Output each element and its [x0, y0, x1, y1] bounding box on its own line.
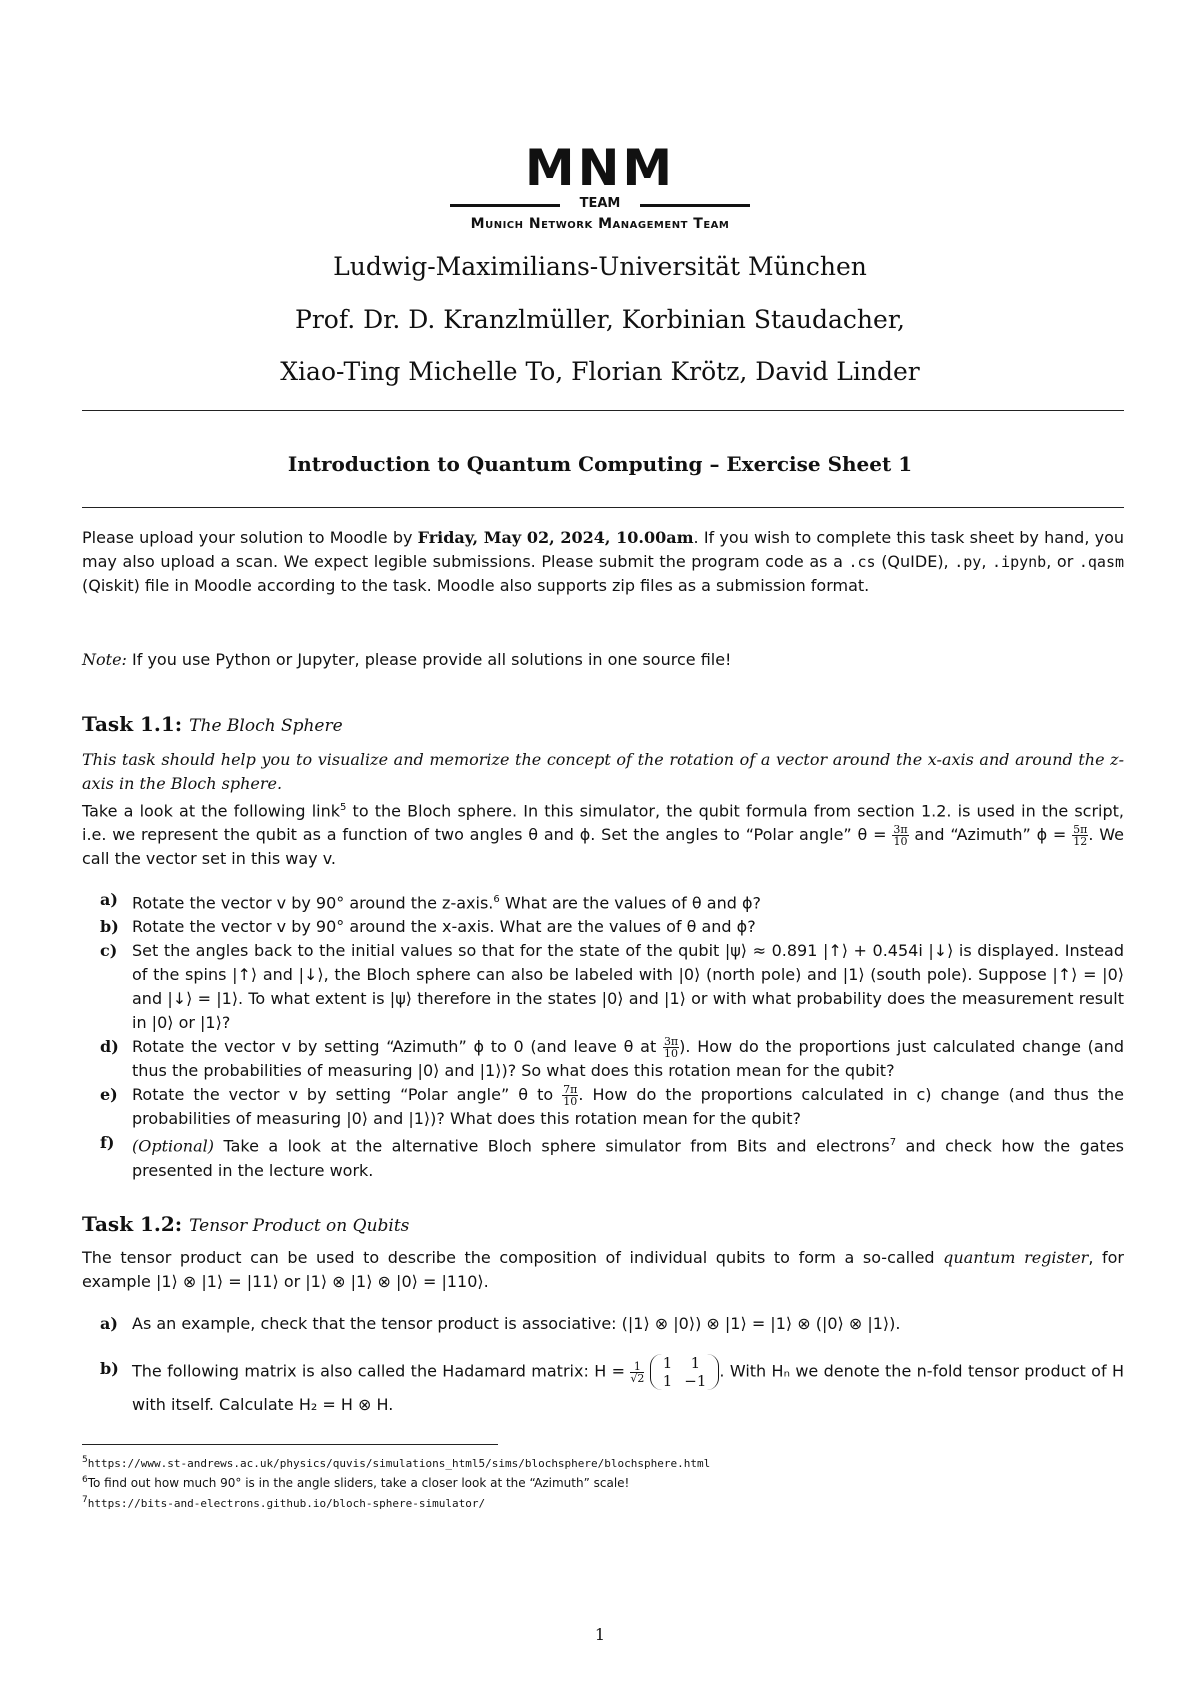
deadline: Friday, May 02, 2024, 10.00am	[417, 528, 694, 547]
logo-subtitle: Munich Network Management Team	[470, 216, 730, 232]
footnote-rule	[82, 1444, 498, 1445]
logo-team: TEAM	[579, 196, 621, 211]
task-1-1-heading: Task 1.1: The Bloch Sphere	[82, 712, 343, 736]
authors-line-1: Prof. Dr. D. Kranzlmüller, Korbinian Staudacher,	[295, 305, 905, 334]
theta-fraction: $\frac{3\pi}{10}$	[893, 823, 908, 849]
university-name: Ludwig-Maximilians-Universität München	[333, 252, 867, 281]
footnote-6: $^6$To find out how much 90° is in the angle sliders, take a closer look at the “Azimuth” scale!	[82, 1475, 630, 1490]
task-1-2-items	[82, 1312, 1124, 1420]
task-1-1-items	[82, 888, 1124, 1183]
footnote-7[interactable]: $^7$https://bits-and-electrons.github.io/bloch-sphere-simulator/	[82, 1495, 486, 1510]
hadamard-matrix: 1 1 1 −1	[650, 1354, 720, 1390]
footnote-5[interactable]: $^5$https://www.st-andrews.ac.uk/physics/quvis/simulations_html5/sims/blochsphere/blochsphere.html	[82, 1455, 711, 1470]
header-rule-top	[82, 410, 1124, 411]
list-item: f) (Optional) Take a look at the alternative Bloch sphere simulator from Bits and electrons$^7$ and check how the gates presented in the lecture work.	[100, 1133, 1125, 1180]
phi-fraction: $\frac{5\pi}{12}$	[1073, 823, 1088, 849]
submission-instructions: Please upload your solution to Moodle by Friday, May 02, 2024, 10.00am. If you wish to complete this task sheet by hand, you may also upload a scan. We expect legible submissions. Please submit the program code as a .cs (QuIDE), .py, .ipynb, or .qasm (Qiskit) file in Moodle according to the task. Moodle also supports zip files as a submission format.	[82, 528, 1125, 595]
note: Note: If you use Python or Jupyter, please provide all solutions in one source file!	[82, 650, 732, 669]
logo-mark: MNM	[524, 139, 676, 197]
list-item: a) As an example, check that the tensor product is associative: (|1⟩ ⊗ |0⟩) ⊗ |1⟩ = |1⟩ ⊗ (|0⟩ ⊗ |1⟩).	[100, 1314, 901, 1333]
task-1-2-description: The tensor product can be used to describe the composition of individual qubits to form a so-called quantum register, for example |1⟩ ⊗ |1⟩ = |11⟩ or |1⟩ ⊗ |1⟩ ⊗ |0⟩ = |110⟩.	[82, 1248, 1124, 1291]
list-item: b) Rotate the vector v by 90° around the x-axis. What are the values of θ and ϕ?	[100, 917, 756, 937]
authors-line-2: Xiao-Ting Michelle To, Florian Krötz, David Linder	[280, 357, 920, 386]
logo-line-right	[640, 204, 750, 207]
page-number: 1	[594, 1625, 606, 1644]
page-title: Introduction to Quantum Computing – Exercise Sheet 1	[287, 452, 913, 476]
logo-rule	[440, 196, 760, 212]
list-item: a) Rotate the vector v by 90° around the z-axis.$^6$ What are the values of θ and ϕ?	[100, 890, 761, 913]
list-item: c) Set the angles back to the initial values so that for the state of the qubit |ψ⟩ ≈ 0.891 |↑⟩ + 0.454i |↓⟩ is displayed. Instead of the spins |↑⟩ and |↓⟩, the Bloch sphere can also be labeled with |0⟩ (north pole) and |1⟩ (south pole). Suppose |↑⟩ = |0⟩ and |↓⟩ = |1⟩. To what extent is |ψ⟩ therefore in the states |0⟩ and |1⟩ or with what probability does the measurement result in |0⟩ or |1⟩?	[100, 941, 1124, 1033]
list-item: d) Rotate the vector v by setting “Azimuth” ϕ to 0 (and leave θ at $\frac{3\pi}{10}$ ). How do the proportions just calculated change (and thus the probabilities of measuring |0⟩ and |1⟩)? So what does this rotation mean for the qubit?	[100, 1035, 1125, 1081]
task-1-1-description: Take a look at the following link$^5$ to the Bloch sphere. In this simulator, the qubit formula from section 1.2. is used in the script, i.e. we represent the qubit as a function of two angles θ and ϕ. Set the angles to “Polar angle” θ = $\frac{3\pi}{10}$ and “Azimuth” ϕ = $\frac{5\pi}{12}$ . We call the vector set in this way v.	[82, 801, 1125, 869]
header-rule-bottom	[82, 507, 1124, 508]
list-item: b) The following matrix is also called the Hadamard matrix: H = $\frac{1}{√2}$ 1 1 1 −1 . With Hₙ we denote the n-fold tensor product of H with itself. Calculate H₂ = H ⊗ H.	[100, 1354, 1124, 1414]
mnm-logo	[440, 140, 760, 240]
list-item: e) Rotate the vector v by setting “Polar angle” θ to $\frac{7\pi}{10}$ . How do the proportions calculated in c) change (and thus the probabilities of measuring |0⟩ and |1⟩)? What does this rotation mean for the qubit?	[100, 1083, 1124, 1129]
task-1-1-intro: This task should help you to visualize and memorize the concept of the rotation of a vector around the x-axis and around the z-axis in the Bloch sphere.	[82, 750, 1124, 793]
task-1-2-heading: Task 1.2: Tensor Product on Qubits	[82, 1212, 410, 1236]
